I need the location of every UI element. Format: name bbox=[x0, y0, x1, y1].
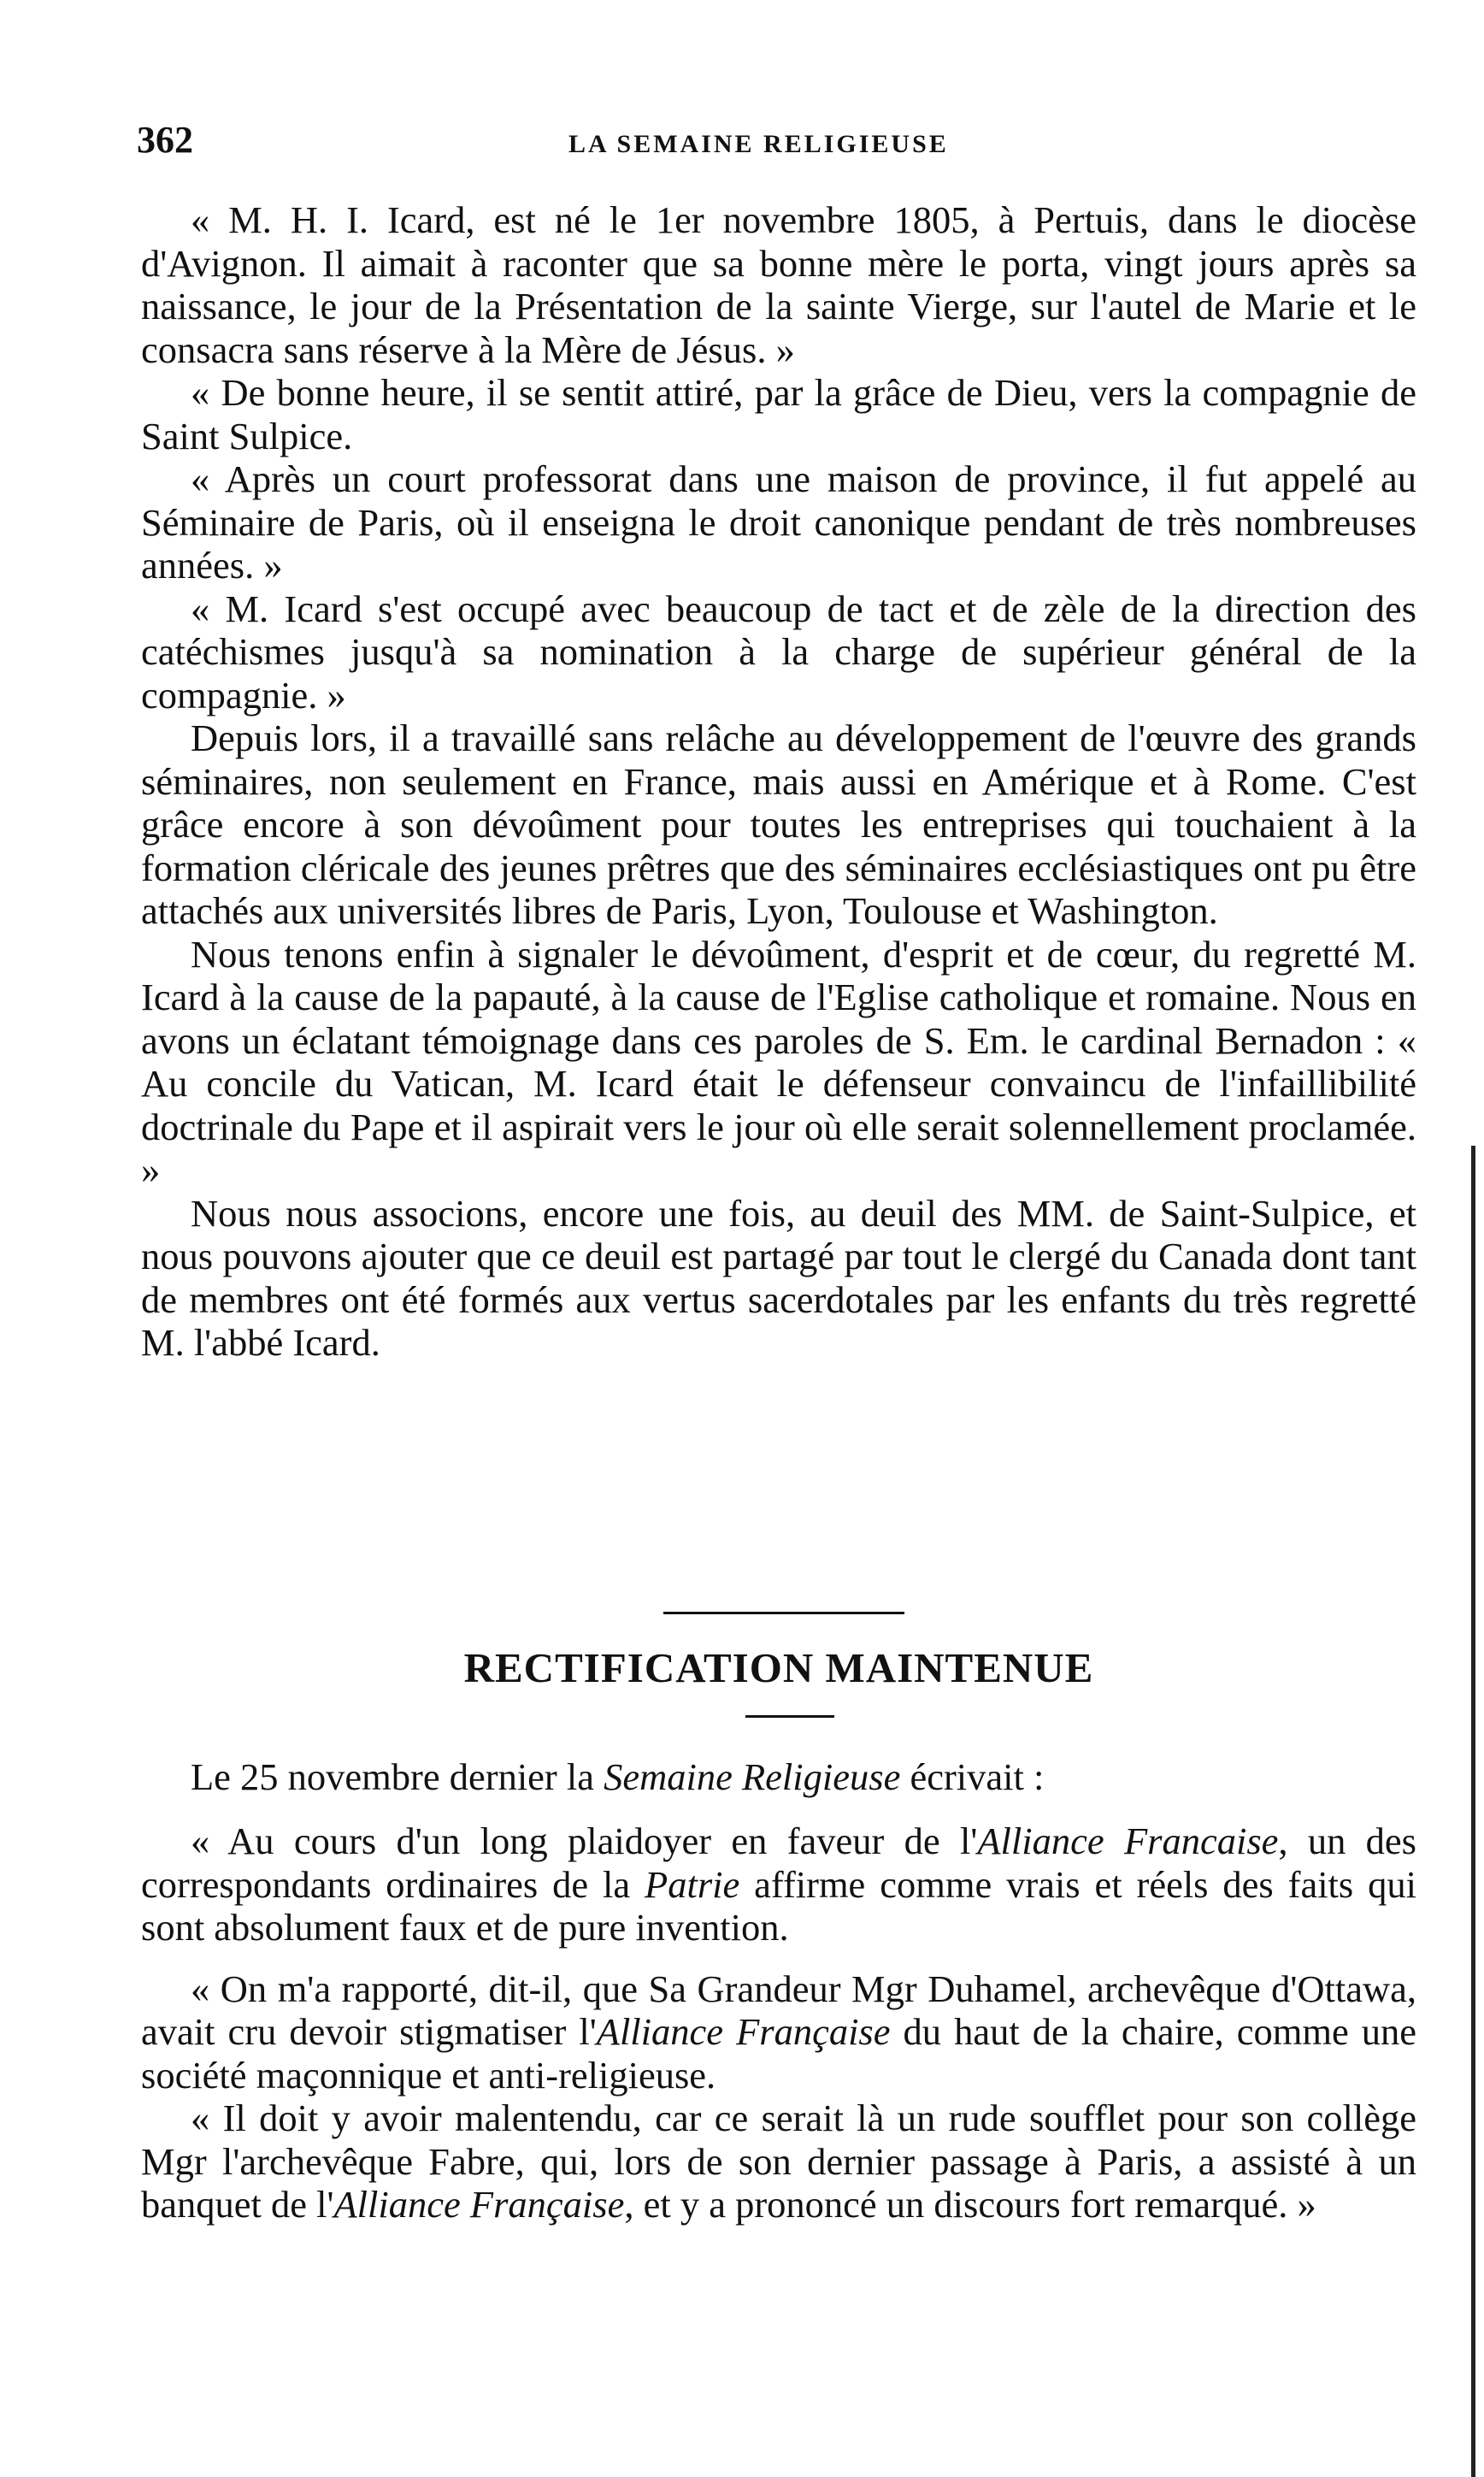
text-run: Le 25 novembre dernier la bbox=[191, 1755, 604, 1798]
organization-name: Alliance Française bbox=[333, 2183, 625, 2226]
text-run: « Il doit y avoir malentendu, car ce serait là un rude soufflet pour son collège Mgr l'archevêque Fabre, qui, lors de son dernier passage à Paris, a assisté à un banquet de l' bbox=[141, 2097, 1416, 2226]
organization-name: Alliance Francaise bbox=[977, 1819, 1279, 1862]
organization-name: Alliance Française bbox=[596, 2010, 891, 2053]
text-run: affirme comme vrais et réels des faits qui sont absolument faux et de pure invention. bbox=[141, 1862, 1416, 1949]
page-edge-shadow bbox=[1471, 1146, 1475, 2477]
running-title: LA SEMAINE RELIGIEUSE bbox=[568, 130, 949, 158]
paragraph bbox=[141, 2097, 1416, 2226]
paragraph: Depuis lors, il a travaillé sans relâche au développement de l'œuvre des grands séminaires, non seulement en France, mais aussi en Amérique et à Rome. C'est grâce encore à son dévoûment pour toutes les entreprises qui touchaient à la formation cléricale des jeunes prêtres que des séminaires ecclésiastiques ont pu être attachés aux universités libres de Paris, Lyon, Toulouse et Washington. bbox=[141, 717, 1416, 932]
paragraph bbox=[141, 1819, 1416, 1949]
paragraph bbox=[141, 1967, 1416, 2097]
title-underline bbox=[745, 1715, 834, 1718]
paragraph: « Après un court professorat dans une maison de province, il fut appelé au Séminaire de Paris, où il enseigna le droit canonique pendant de très nombreuses années. » bbox=[141, 457, 1416, 587]
paragraph: « M. H. I. Icard, est né le 1er novembre 1805, à Pertuis, dans le diocèse d'Avignon. Il aimait à raconter que sa bonne mère le porta, vingt jours après sa naissance, le jour de la Présentation de la sainte Vierge, sur l'autel de Marie et le consacra sans réserve à la Mère de Jésus. » bbox=[141, 198, 1416, 371]
text-run: , un des correspondants ordinaires de la bbox=[141, 1819, 1416, 1906]
section-title: RECTIFICATION MAINTENUE bbox=[463, 1644, 1094, 1691]
obituary-text bbox=[141, 198, 1416, 1365]
paragraph: « De bonne heure, il se sentit attiré, par la grâce de Dieu, vers la compagnie de Saint Sulpice. bbox=[141, 371, 1416, 457]
rectification-quote bbox=[141, 1819, 1416, 2226]
section-divider bbox=[663, 1612, 904, 1614]
text-run: « Au cours d'un long plaidoyer en faveur de l' bbox=[191, 1819, 978, 1862]
publication-title: Semaine Religieuse bbox=[604, 1755, 901, 1798]
page-number: 362 bbox=[137, 119, 193, 161]
rectification-lead bbox=[141, 1755, 1416, 1799]
page-header bbox=[137, 118, 1419, 169]
text-run: écrivait : bbox=[900, 1755, 1045, 1798]
paragraph bbox=[141, 1755, 1416, 1799]
text-run: « On m'a rapporté, dit-il, que Sa Grandeur Mgr Duhamel, archevêque d'Ottawa, avait cru devoir stigmatiser l' bbox=[141, 1967, 1416, 2053]
publication-title: Patrie bbox=[645, 1862, 740, 1906]
text-run: du haut de la chaire, comme une société maçonnique et anti-religieuse. bbox=[141, 2010, 1416, 2097]
text-run: , et y a prononcé un discours fort remarqué. » bbox=[624, 2183, 1316, 2226]
paragraph: Nous nous associons, encore une fois, au deuil des MM. de Saint-Sulpice, et nous pouvons ajouter que ce deuil est partagé par tout le clergé du Canada dont tant de membres ont été formés aux vertus sacerdotales par les enfants du très regretté M. l'abbé Icard. bbox=[141, 1191, 1416, 1364]
paragraph: « M. Icard s'est occupé avec beaucoup de tact et de zèle de la direction des catéchismes jusqu'à sa nomination à la charge de supérieur général de la compagnie. » bbox=[141, 587, 1416, 717]
paragraph: Nous tenons enfin à signaler le dévoûment, d'esprit et de cœur, du regretté M. Icard à la cause de la papauté, à la cause de l'Eglise catholique et romaine. Nous en avons un éclatant témoignage dans ces paroles de S. Em. le cardinal Bernadon : « Au concile du Vatican, M. Icard était le défenseur convaincu de l'infaillibilité doctrinale du Pape et il aspirait vers le jour où elle serait solennellement proclamée. » bbox=[141, 932, 1416, 1191]
